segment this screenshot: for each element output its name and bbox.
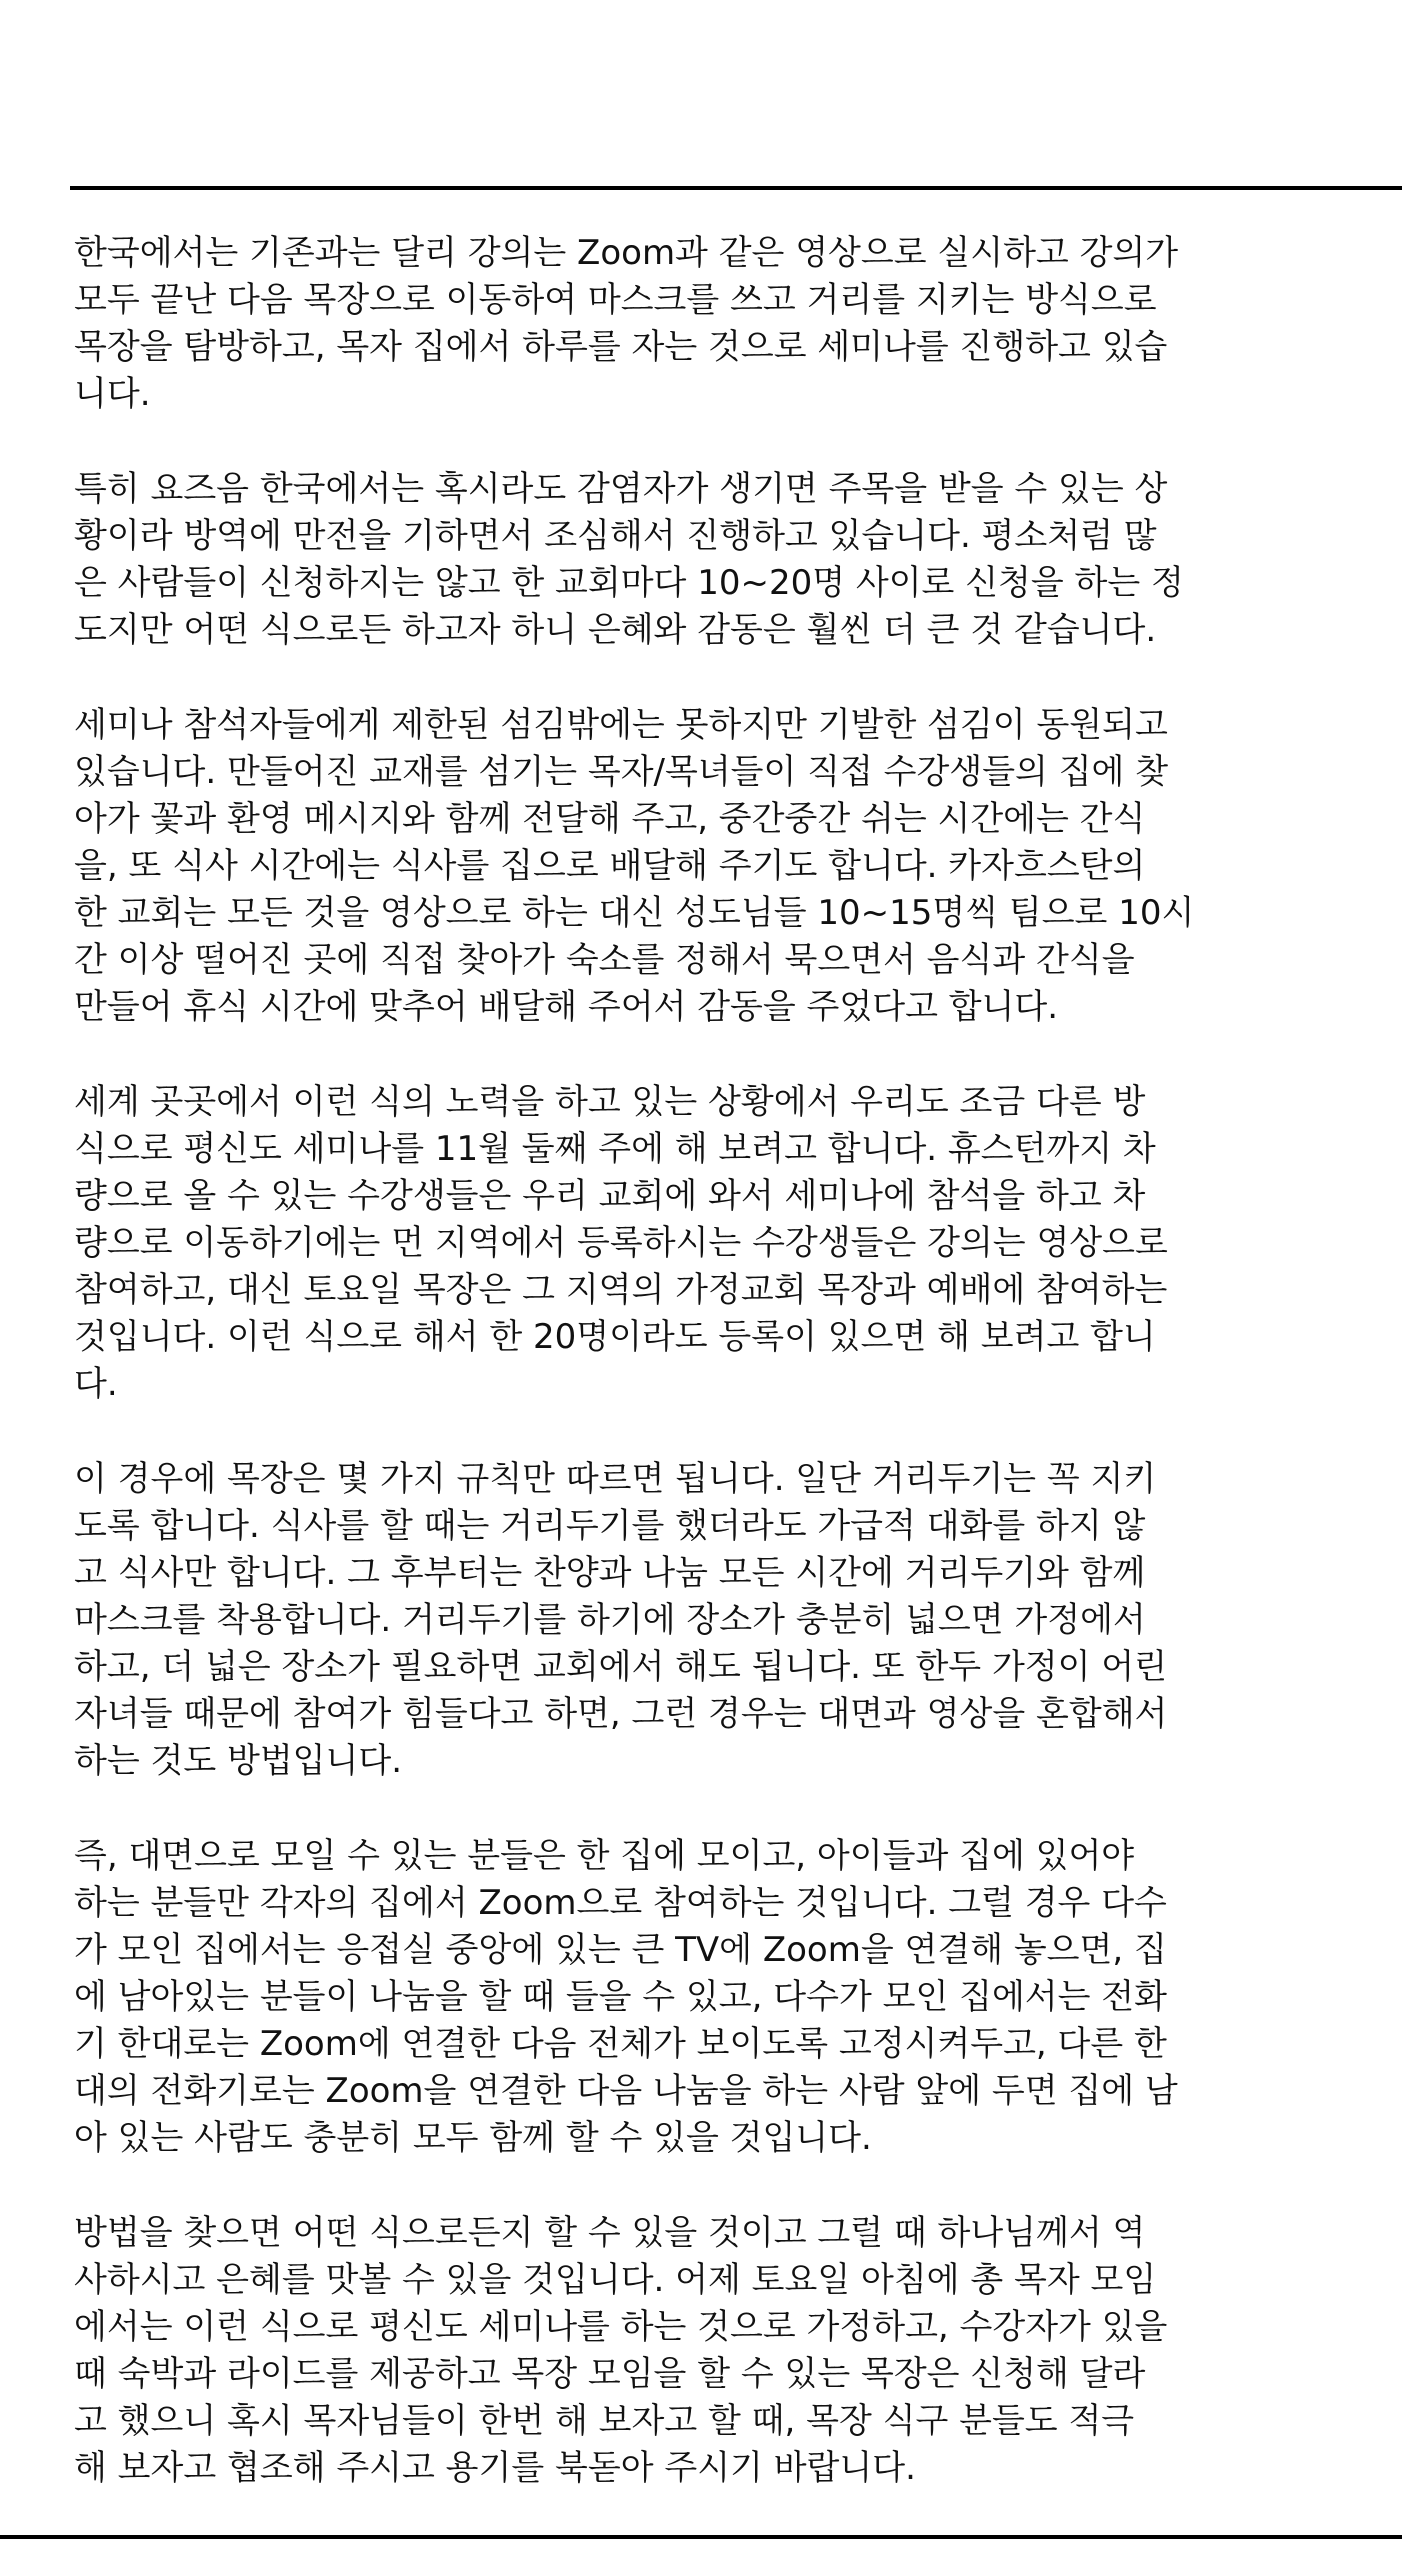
text-line: 에서는 이런 식으로 평신도 세미나를 하는 것으로 가정하고, 수강자가 있을 [74,2307,1168,2347]
paragraph-6 [74,1833,1402,2162]
paragraph-1 [74,230,1402,418]
text-line: 사하시고 은혜를 맛볼 수 있을 것입니다. 어제 토요일 아침에 총 목자 모임 [74,2260,1157,2300]
text-line: 세미나 참석자들에게 제한된 섬김밖에는 못하지만 기발한 섬김이 동원되고 [74,705,1168,745]
text-line: 마스크를 착용합니다. 거리두기를 하기에 장소가 충분히 넓으면 가정에서 [74,1600,1146,1640]
text-line: 고 식사만 합니다. 그 후부터는 찬양과 나눔 모든 시간에 거리두기와 함께 [74,1553,1146,1593]
text-line: 방법을 찾으면 어떤 식으로든지 할 수 있을 것이고 그럴 때 하나님께서 역 [74,2213,1146,2253]
text-line: 목장을 탐방하고, 목자 집에서 하루를 자는 것으로 세미나를 진행하고 있습 [74,327,1168,367]
text-line: 니다. [74,374,151,414]
text-line: 기 한대로는 Zoom에 연결한 다음 전체가 보이도록 고정시켜두고, 다른 한 [74,2024,1167,2064]
paragraph-7 [74,2210,1402,2492]
text-line: 만들어 휴식 시간에 맞추어 배달해 주어서 감동을 주었다고 합니다. [74,987,1059,1027]
text-line: 고 했으니 혹시 목자님들이 한번 해 보자고 할 때, 목장 식구 분들도 적극 [74,2401,1135,2441]
text-line: 아가 꽃과 환영 메시지와 함께 전달해 주고, 중간중간 쉬는 시간에는 간식 [74,799,1146,839]
text-line: 하는 분들만 각자의 집에서 Zoom으로 참여하는 것입니다. 그럴 경우 다수 [74,1883,1167,1923]
text-line: 량으로 이동하기에는 먼 지역에서 등록하시는 수강생들은 강의는 영상으로 [74,1223,1168,1263]
paragraph-3 [74,702,1402,1031]
text-line: 있습니다. 만들어진 교재를 섬기는 목자/목녀들이 직접 수강생들의 집에 찾 [74,752,1169,792]
text-line: 즉, 대면으로 모일 수 있는 분들은 한 집에 모이고, 아이들과 집에 있어야 [74,1836,1135,1876]
text-line: 은 사람들이 신청하지는 않고 한 교회마다 10~20명 사이로 신청을 하는 정 [74,563,1184,603]
paragraph-5 [74,1456,1402,1785]
paragraph-2 [74,466,1402,654]
text-line: 참여하고, 대신 토요일 목장은 그 지역의 가정교회 목장과 예배에 참여하는 [74,1270,1168,1310]
text-line: 이 경우에 목장은 몇 가지 규칙만 따르면 됩니다. 일단 거리두기는 꼭 지키 [74,1459,1157,1499]
text-line: 도지만 어떤 식으로든 하고자 하니 은혜와 감동은 훨씬 더 큰 것 같습니다. [74,610,1157,650]
text-line: 세계 곳곳에서 이런 식의 노력을 하고 있는 상황에서 우리도 조금 다른 방 [74,1082,1146,1122]
text-line: 특히 요즈음 한국에서는 혹시라도 감염자가 생기면 주목을 받을 수 있는 상 [74,469,1168,509]
text-line: 을, 또 식사 시간에는 식사를 집으로 배달해 주기도 합니다. 카자흐스탄의 [74,846,1146,886]
text-line: 것입니다. 이런 식으로 해서 한 20명이라도 등록이 있으면 해 보려고 합니 [74,1317,1156,1357]
text-line: 자녀들 때문에 참여가 힘들다고 하면, 그런 경우는 대면과 영상을 혼합해서 [74,1694,1168,1734]
text-line: 대의 전화기로는 Zoom을 연결한 다음 나눔을 하는 사람 앞에 두면 집에 남 [74,2071,1178,2111]
bottom-divider [0,2535,1402,2539]
paragraph-4 [74,1079,1402,1408]
text-line: 가 모인 집에서는 응접실 중앙에 있는 큰 TV에 Zoom을 연결해 놓으면, 집 [74,1930,1167,1970]
top-divider [70,186,1402,190]
text-line: 하고, 더 넓은 장소가 필요하면 교회에서 해도 됩니다. 또 한두 가정이 어린 [74,1647,1167,1687]
text-line: 하는 것도 방법입니다. [74,1741,403,1781]
text-line: 한국에서는 기존과는 달리 강의는 Zoom과 같은 영상으로 실시하고 강의가 [74,233,1179,273]
text-line: 아 있는 사람도 충분히 모두 함께 할 수 있을 것입니다. [74,2118,872,2158]
article-body [74,230,1402,2540]
text-line: 황이라 방역에 만전을 기하면서 조심해서 진행하고 있습니다. 평소처럼 많 [74,516,1157,556]
text-line: 모두 끝난 다음 목장으로 이동하여 마스크를 쓰고 거리를 지키는 방식으로 [74,280,1157,320]
text-line: 식으로 평신도 세미나를 11월 둘째 주에 해 보려고 합니다. 휴스턴까지 차 [74,1129,1156,1169]
text-line: 해 보자고 협조해 주시고 용기를 북돋아 주시기 바랍니다. [74,2448,916,2488]
text-line: 량으로 올 수 있는 수강생들은 우리 교회에 와서 세미나에 참석을 하고 차 [74,1176,1146,1216]
text-line: 에 남아있는 분들이 나눔을 할 때 들을 수 있고, 다수가 모인 집에서는 전화 [74,1977,1167,2017]
text-line: 한 교회는 모든 것을 영상으로 하는 대신 성도님들 10~15명씩 팀으로 10시 [74,893,1195,933]
text-line: 다. [74,1364,118,1404]
text-line: 도록 합니다. 식사를 할 때는 거리두기를 했더라도 가급적 대화를 하지 않 [74,1506,1146,1546]
text-line: 때 숙박과 라이드를 제공하고 목장 모임을 할 수 있는 목장은 신청해 달라 [74,2354,1146,2394]
text-line: 간 이상 떨어진 곳에 직접 찾아가 숙소를 정해서 묵으면서 음식과 간식을 [74,940,1135,980]
